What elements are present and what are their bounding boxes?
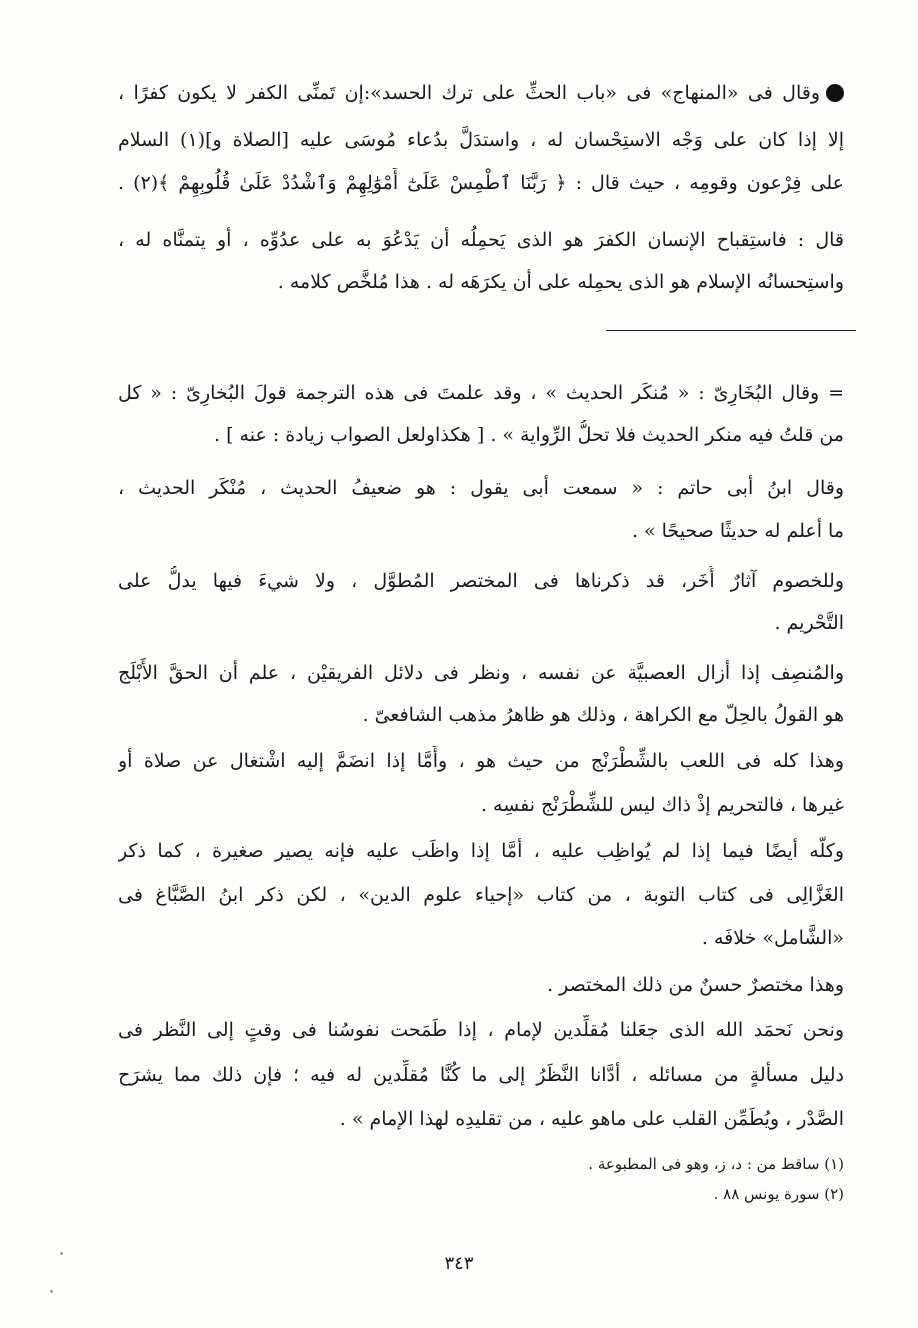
text-line: إلا إذا كان على وَجْه الاستِحْسان له ، واستدَلَّ بدُعاء مُوسَى عليه [الصلاة و](١) السلام xyxy=(118,129,844,151)
text-line: = وقال البُخَارِىّ : « مُنكَر الحديث » ، وقد علمتَ فى هذه الترجمة قولَ البُخارِىّ : « كل xyxy=(118,382,844,404)
text-line: ما أعلم له حديثًا صحيحًا » . xyxy=(631,520,844,542)
text-line: التَّحْريم . xyxy=(774,612,844,634)
text-line: وقال ابنُ أبى حاتم : « سمعت أبى يقول : هو ضعيفُ الحديث ، مُنْكَر الحديث ، xyxy=(118,477,844,499)
footnote: (٢) سورة يونس ٨٨ . xyxy=(713,1185,844,1203)
scan-speck xyxy=(50,1290,53,1293)
text-line: من قلتُ فيه منكر الحديث فلا تحلُّ الرِّواية » . [ هكذاولعل الصواب زيادة : عنه ] . xyxy=(214,424,844,446)
text-line: على فِرْعون وقومِه ، حيث قال : ﴿ رَبَّنَا ٱطْمِسْ عَلَىٰٓ أَمْوَٰلِهِمْ وَٱشْدُدْ عَلَىٰ قُلُوبِهِمْ ﴾(٢) . xyxy=(118,172,844,194)
text-line: والمُنصِف إذا أزال العصبيَّة عن نفسه ، ونظر فى دلائل الفريقيْن ، علم أن الحقَّ الأَبْلَج xyxy=(118,662,844,684)
text-line: وقال فى «المنهاج» فى «باب الحثِّ على ترك الحسد»:إن تَمنِّى الكفر لا يكون كفرًا ، xyxy=(118,78,844,110)
text-line: وهذا مختصرٌ حسنٌ من ذلك المختصر . xyxy=(547,974,844,996)
text-line: دليل مسألةٍ من مسائله ، أدَّانا النَّظَرُ إلى ما كُنَّا مُقلِّدين له فيه ؛ فإن ذلك مما يشرَح xyxy=(118,1064,844,1086)
scan-speck xyxy=(60,1252,63,1255)
text-line: الصَّدْر ، ويُطَمِّن القلب على ماهو عليه ، من تقليدِه لهذا الإمام » . xyxy=(339,1108,844,1130)
footnote: (١) ساقط من : د، ز، وهو فى المطبوعة . xyxy=(588,1155,844,1173)
footnote-separator xyxy=(606,330,856,331)
text-line: ونحن نَحمَد الله الذى جعَلنا مُقلِّدين لإمام ، إذا طَمَحت نفوسُنا فى وقتٍ إلى النَّظر فى xyxy=(118,1019,844,1041)
bullet-icon xyxy=(826,84,844,102)
text-line: وكلُّه أيضًا فيما إذا لم يُواظِب عليه ، أمَّا إذا واظَب عليه فإنه يصير صغيرة ، كما ذكر xyxy=(118,840,844,862)
text-line: «الشَّامل» خلافَه . xyxy=(701,927,844,949)
text-line: غيرها ، فالتحريم إذْ ذاك ليس للشِّطْرَنْج نفسِه . xyxy=(480,794,844,816)
text-line: هو القولُ بالحِلّ مع الكراهة ، وذلك هو ظاهرُ مذهب الشافعىّ . xyxy=(362,704,844,726)
text-line: الغَزَّالِى فى كتاب التوبة ، من كتاب «إحياء علوم الدين» ، لكن ذكر ابنُ الصَّبَّاغ فى xyxy=(118,884,844,906)
page-number: ٣٤٣ xyxy=(444,1253,474,1274)
text-line: قال : فاستِقباح الإنسان الكفرَ هو الذى يَحمِلُه أن يَدْعُوَ به على عدُوِّه ، أو يتمنَّاه له ، xyxy=(118,229,844,251)
text-line: واستِحسانُه الإسلام هو الذى يحمِله على أن يكرَهَه له . هذا مُلخَّص كلامه . xyxy=(277,271,844,293)
text-line: وللخصوم آثارٌ أُخَر، قد ذكرناها فى المختصر المُطوَّل ، ولا شيءَ فيها يدلُّ على xyxy=(118,570,844,592)
text-line: وهذا كله فى اللعب بالشِّطْرَنْج من حيث هو ، وأَمَّا إذا انضَمَّ إليه اشْتغال عن صلاة أو xyxy=(118,750,844,772)
